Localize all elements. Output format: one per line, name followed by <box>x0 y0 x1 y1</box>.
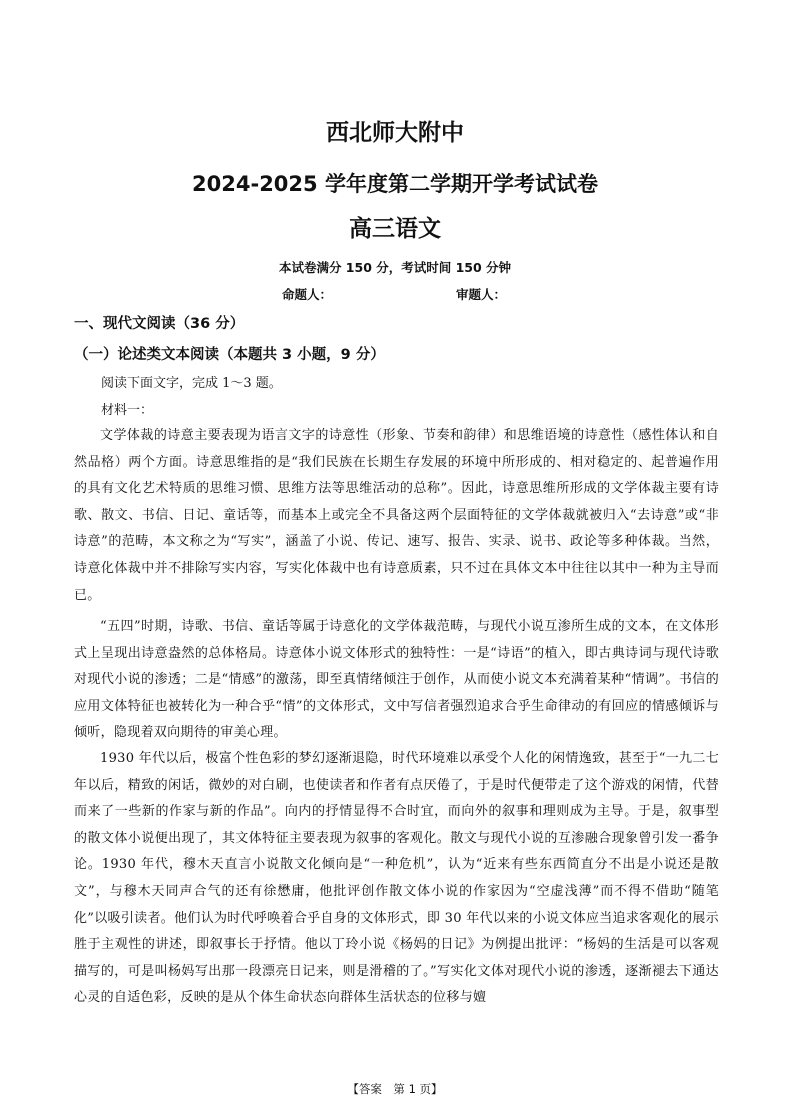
reading-instruction: 阅读下面文字，完成 1～3 题。 <box>101 376 282 391</box>
exam-meta: 本试卷满分 150 分，考试时间 150 分钟 <box>278 260 512 275</box>
subject-title: 高三语文 <box>349 216 441 242</box>
paragraph-3: 1930 年代以后，极富个性色彩的梦幻逐渐退隐，时代环境难以承受个人化的闲情逸致，甚至于“一九二七年以后，精致的闲话，微妙的对白刷，也使读者和作者有点厌倦了，于是时代便带走了这个游戏的闲情，代替而来了一些新的作家与新的作品”。向内的抒情显得不合时宜，而向外的叙事和理则成为主导。于是，叙事型的散文体小说便出现了，其文体特征主要表现为叙事的客观化。散文与现代小说的互渗融合现象曾引发一番争论。1930 年代，穆木天直言小说散文化倾向是“一种危机”，认为“近来有些东西简直分不出是小说还是散文”，与穆木天同声合气的还有徐懋庸，他批评创作散文体小说的作家因为“空虚浅薄”而不得不借助“随笔化”以吸引读者。他们认为时代呼唤着合乎自身的文体形式，即 30 年代以来的小说文体应当追求客观化的展示胜于主观性的讲述，即叙事长于抒情。他以丁玲小说《杨妈的日记》为例提出批评：“杨妈的生活是可以客观描写的，可是叫杨妈写出那一段漂亮日记来，则是滑稽的了。”写实化文体对现代小说的渗透，逐渐褪去下通达心灵的自适色彩，反映的是从个体生命状态向群体生活状态的位移与嬗 <box>74 751 719 1006</box>
page-footer: 【答案 第 1 页】 <box>347 1082 443 1096</box>
paragraph-1: 文学体裁的诗意主要表现为语言文字的诗意性（形象、节奏和韵律）和思维语境的诗意性（感性体认和自然品格）两个方面。诗意思维指的是“我们民族在长期生存发展的环境中所形成的、相对稳定的、起普遍作用的具有文化艺术特质的思维习惯、思维方法等思维活动的总称”。因此，诗意思维所形成的文学体裁主要有诗歌、散文、书信、日记、童话等，而基本上或完全不具备这两个层面特征的文学体裁就被归入“去诗意”或“非诗意”的范畴，本文称之为“写实”，涵盖了小说、传记、速写、报告、实录、说书、政论等多种体裁。当然，诗意化体裁中并不排除写实内容，写实化体裁中也有诗意质素，只不过在具体文本中往往以其中一种为主导而已。 <box>74 428 719 603</box>
school-name: 西北师大附中 <box>326 120 464 146</box>
paragraph-2: “五四”时期，诗歌、书信、童话等属于诗意化的文学体裁范畴，与现代小说互渗所生成的文本，在文体形式上呈现出诗意盎然的总体格局。诗意体小说文体形式的独特性：一是“诗语”的植入，即古典诗词与现代诗歌对现代小说的渗透；二是“情感”的激荡，即至真情绪倾注于创作，从而使小说文本充满着某种“情调”。书信的应用文体特征也被转化为一种合乎“情”的文体形式，文中写信者强烈追求合乎生命律动的有回应的情感倾诉与倾听，隐现着双向期待的审美心理。 <box>74 619 719 741</box>
material-label: 材料一： <box>101 403 154 418</box>
setter-label: 命题人： <box>282 287 333 302</box>
reviewer-label: 审题人： <box>456 287 507 302</box>
subsection-heading: （一）论述类文本阅读（本题共 3 小题，9 分） <box>74 347 385 363</box>
section-heading: 一、现代文阅读（36 分） <box>74 316 245 332</box>
exam-title: 2024-2025 学年度第二学期开学考试试卷 <box>192 172 598 196</box>
